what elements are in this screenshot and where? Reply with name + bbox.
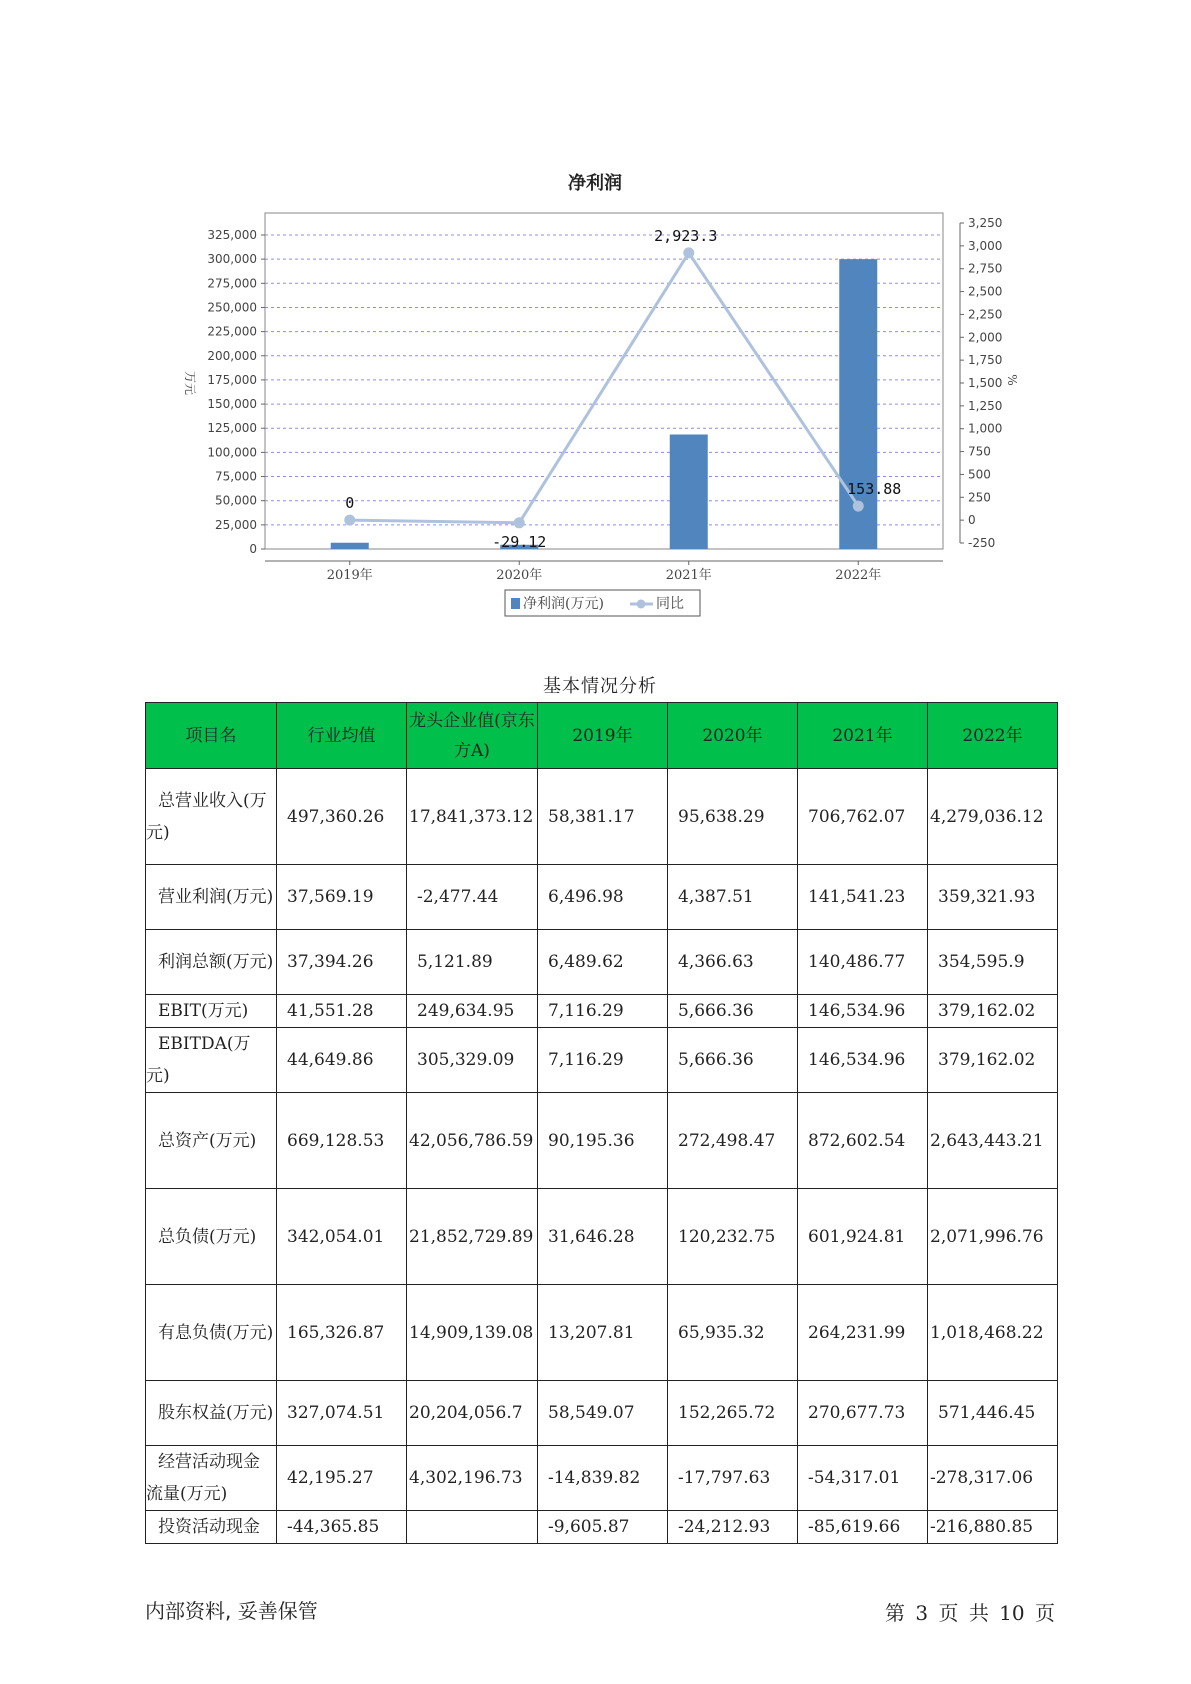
value-cell: 95,638.29 [668, 769, 798, 865]
header-2019: 2019年 [538, 703, 668, 769]
value-cell: 264,231.99 [798, 1285, 928, 1381]
row-label-cell: 总营业收入(万元) [146, 769, 277, 865]
table-row [146, 1285, 1058, 1381]
header-industry-avg: 行业均值 [277, 703, 407, 769]
basic-analysis-table [145, 702, 1058, 1544]
legend-line-marker [637, 600, 646, 609]
value-cell: 165,326.87 [277, 1285, 407, 1381]
y-tick-label: 0 [249, 542, 257, 556]
value-cell: 14,909,139.08 [407, 1285, 538, 1381]
value-cell: -85,619.66 [798, 1511, 928, 1544]
yoy-data-label: 0 [345, 494, 355, 513]
value-cell: -17,797.63 [668, 1446, 798, 1511]
value-cell: 31,646.28 [538, 1189, 668, 1285]
table-row [146, 1381, 1058, 1446]
value-cell: 4,279,036.12 [928, 769, 1058, 865]
value-cell: 359,321.93 [928, 865, 1058, 930]
value-cell: 65,935.32 [668, 1285, 798, 1381]
row-label-cell: 总负债(万元) [146, 1189, 277, 1285]
value-cell: 37,569.19 [277, 865, 407, 930]
footer-page-number: 第 3 页 共 10 页 [885, 1601, 1055, 1625]
table-row [146, 1511, 1058, 1544]
value-cell: 872,602.54 [798, 1093, 928, 1189]
legend-bar-swatch [511, 598, 520, 609]
value-cell: 1,018,468.22 [928, 1285, 1058, 1381]
value-cell: 7,116.29 [538, 1028, 668, 1093]
value-cell: 37,394.26 [277, 930, 407, 995]
value-cell: 140,486.77 [798, 930, 928, 995]
table-row [146, 1446, 1058, 1511]
row-label-cell: EBIT(万元) [146, 995, 277, 1028]
y2-tick-label: 2,250 [968, 307, 1003, 322]
net-profit-chart [0, 0, 1191, 660]
row-label-cell: 利润总额(万元) [146, 930, 277, 995]
y2-tick-label: 2,000 [968, 330, 1003, 345]
value-cell [407, 1511, 538, 1544]
value-cell: 20,204,056.7 [407, 1381, 538, 1446]
value-cell: 13,207.81 [538, 1285, 668, 1381]
value-cell: 146,534.96 [798, 995, 928, 1028]
y-tick-label: 275,000 [207, 276, 257, 291]
table-row [146, 1028, 1058, 1093]
row-label-cell: EBITDA(万元) [146, 1028, 277, 1093]
yoy-line [350, 253, 859, 523]
value-cell: 601,924.81 [798, 1189, 928, 1285]
value-cell: 327,074.51 [277, 1381, 407, 1446]
value-cell: 42,056,786.59 [407, 1093, 538, 1189]
value-cell: 4,387.51 [668, 865, 798, 930]
x-tick-label: 2020年 [496, 568, 543, 583]
row-label-cell: 投资活动现金 [146, 1511, 277, 1544]
value-cell: -44,365.85 [277, 1511, 407, 1544]
y-tick-label: 100,000 [207, 445, 257, 460]
yoy-data-label: -29.12 [492, 532, 547, 551]
y-tick-label: 75,000 [215, 469, 257, 484]
value-cell: 249,634.95 [407, 995, 538, 1028]
legend-bar-label: 净利润(万元) [523, 596, 604, 612]
x-tick-label: 2021年 [665, 568, 712, 583]
chart-title: 净利润 [568, 173, 622, 194]
y2-tick-label: 750 [968, 444, 991, 459]
x-tick-label: 2019年 [326, 568, 373, 583]
y2-tick-label: 2,500 [968, 284, 1003, 299]
row-label-cell: 有息负债(万元) [146, 1285, 277, 1381]
value-cell: 379,162.02 [928, 995, 1058, 1028]
value-cell: 120,232.75 [668, 1189, 798, 1285]
y2-tick-label: -250 [968, 536, 996, 550]
y-axis-label: 万元 [183, 370, 197, 396]
footer-confidential-note: 内部资料, 妥善保管 [145, 1599, 318, 1623]
value-cell: 4,366.63 [668, 930, 798, 995]
header-item-name: 项目名 [146, 703, 277, 769]
value-cell: 571,446.45 [928, 1381, 1058, 1446]
row-label-cell: 营业利润(万元) [146, 865, 277, 930]
y-tick-label: 50,000 [215, 493, 257, 508]
y2-axis-label: % [1005, 374, 1019, 386]
y-axis-right-ticks [960, 216, 1002, 550]
value-cell: -9,605.87 [538, 1511, 668, 1544]
y2-tick-label: 3,000 [968, 238, 1003, 253]
y-tick-label: 150,000 [207, 397, 257, 412]
bar-2021年 [670, 435, 708, 549]
y2-tick-label: 2,750 [968, 261, 1003, 276]
row-label-cell: 股东权益(万元) [146, 1381, 277, 1446]
value-cell: 706,762.07 [798, 769, 928, 865]
value-cell: 2,643,443.21 [928, 1093, 1058, 1189]
y2-tick-label: 1,500 [968, 376, 1003, 390]
y2-tick-label: 1,250 [968, 398, 1003, 413]
value-cell: 497,360.26 [277, 769, 407, 865]
value-cell: 5,666.36 [668, 1028, 798, 1093]
table-row [146, 1093, 1058, 1189]
value-cell: 141,541.23 [798, 865, 928, 930]
yoy-point [683, 247, 694, 258]
y-tick-label: 175,000 [207, 372, 257, 387]
value-cell: -216,880.85 [928, 1511, 1058, 1544]
value-cell: 270,677.73 [798, 1381, 928, 1446]
y-tick-label: 250,000 [207, 300, 257, 315]
value-cell: 17,841,373.12 [407, 769, 538, 865]
y2-tick-label: 1,750 [968, 353, 1003, 368]
value-cell: 42,195.27 [277, 1446, 407, 1511]
value-cell: 354,595.9 [928, 930, 1058, 995]
value-cell: -2,477.44 [407, 865, 538, 930]
y-tick-label: 200,000 [207, 348, 257, 363]
yoy-point [853, 501, 864, 512]
yoy-data-label: 153.88 [847, 480, 902, 499]
value-cell: 379,162.02 [928, 1028, 1058, 1093]
value-cell: 6,496.98 [538, 865, 668, 930]
table-row [146, 769, 1058, 865]
value-cell: 669,128.53 [277, 1093, 407, 1189]
value-cell: 2,071,996.76 [928, 1189, 1058, 1285]
value-cell: 342,054.01 [277, 1189, 407, 1285]
yoy-data-label: 2,923.3 [654, 226, 718, 245]
y2-tick-label: 0 [968, 513, 976, 528]
value-cell: 4,302,196.73 [407, 1446, 538, 1511]
y-axis-left-ticks [207, 228, 265, 556]
value-cell: -14,839.82 [538, 1446, 668, 1511]
table-caption: 基本情况分析 [543, 676, 657, 697]
yoy-point [344, 515, 355, 526]
y2-tick-label: 250 [968, 490, 991, 505]
table-row [146, 865, 1058, 930]
x-axis-ticks [265, 561, 943, 583]
header-2021: 2021年 [798, 703, 928, 769]
y-tick-label: 125,000 [207, 421, 257, 436]
value-cell: 58,549.07 [538, 1381, 668, 1446]
row-label-cell: 经营活动现金流量(万元) [146, 1446, 277, 1511]
value-cell: 7,116.29 [538, 995, 668, 1028]
value-cell: 272,498.47 [668, 1093, 798, 1189]
y-tick-label: 225,000 [207, 324, 257, 339]
value-cell: 305,329.09 [407, 1028, 538, 1093]
table-row [146, 930, 1058, 995]
y2-tick-label: 1,000 [968, 421, 1003, 436]
value-cell: 6,489.62 [538, 930, 668, 995]
chart-line [344, 227, 901, 551]
y2-tick-label: 500 [968, 467, 991, 482]
value-cell: 21,852,729.89 [407, 1189, 538, 1285]
y-tick-label: 25,000 [215, 517, 257, 532]
table-row [146, 995, 1058, 1028]
row-label-cell: 总资产(万元) [146, 1093, 277, 1189]
header-2022: 2022年 [928, 703, 1058, 769]
yoy-point [514, 517, 525, 528]
table-row [146, 1189, 1058, 1285]
value-cell: 58,381.17 [538, 769, 668, 865]
value-cell: 152,265.72 [668, 1381, 798, 1446]
y2-tick-label: 3,250 [968, 216, 1003, 230]
chart-legend [505, 590, 700, 616]
value-cell: 41,551.28 [277, 995, 407, 1028]
value-cell: -24,212.93 [668, 1511, 798, 1544]
value-cell: 146,534.96 [798, 1028, 928, 1093]
value-cell: 5,666.36 [668, 995, 798, 1028]
bar-2019年 [331, 543, 369, 549]
header-2020: 2020年 [668, 703, 798, 769]
value-cell: -54,317.01 [798, 1446, 928, 1511]
value-cell: 5,121.89 [407, 930, 538, 995]
header-leader-value: 龙头企业值(京东方A) [407, 703, 538, 769]
table-header-row [146, 703, 1058, 769]
x-tick-label: 2022年 [835, 568, 882, 583]
value-cell: -278,317.06 [928, 1446, 1058, 1511]
value-cell: 44,649.86 [277, 1028, 407, 1093]
value-cell: 90,195.36 [538, 1093, 668, 1189]
y-tick-label: 325,000 [207, 228, 257, 242]
y-tick-label: 300,000 [207, 252, 257, 267]
legend-line-label: 同比 [656, 596, 684, 612]
